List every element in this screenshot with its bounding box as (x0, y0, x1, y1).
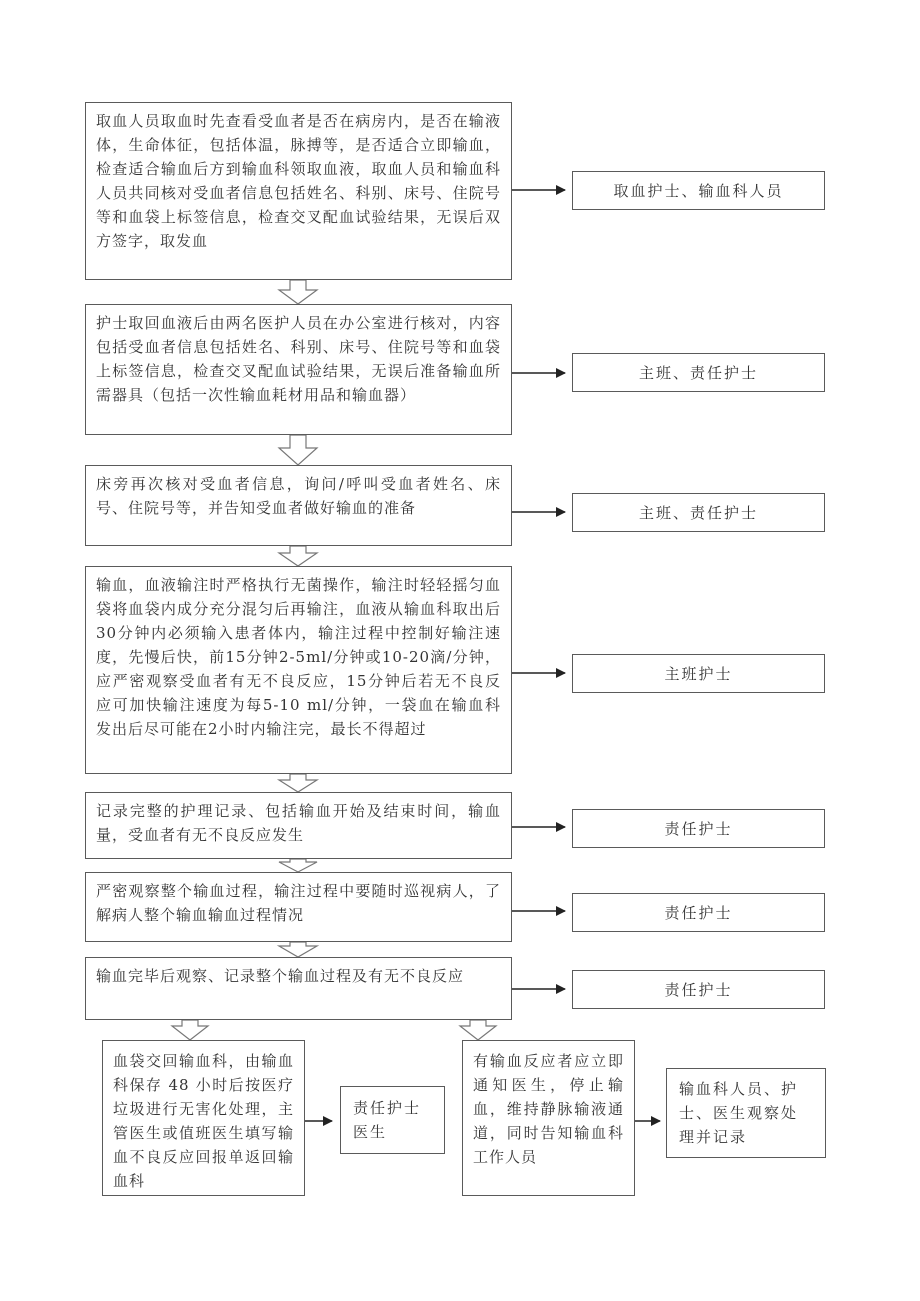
step-6-role: 责任护士 (572, 893, 825, 932)
step-3-role: 主班、责任护士 (572, 493, 825, 532)
step-6-box: 严密观察整个输血过程，输注过程中要随时巡视病人，了解病人整个输血输血过程情况 (85, 872, 512, 942)
block-arrow-right (460, 1020, 496, 1040)
block-arrow-4 (279, 774, 317, 792)
branch-return-box: 血袋交回输血科，由输血科保存 48 小时后按医疗垃圾进行无害化处理，主管医生或值班医生填写输血不良反应回报单返回输血科 (102, 1040, 305, 1196)
block-arrow-3 (279, 546, 317, 566)
block-arrow-left (172, 1020, 208, 1040)
step-3-box: 床旁再次核对受血者信息，询问/呼叫受血者姓名、床号、住院号等，并告知受血者做好输血的准备 (85, 465, 512, 546)
branch-return-role: 责任护士 医生 (340, 1086, 445, 1154)
step-2-box: 护士取回血液后由两名医护人员在办公室进行核对，内容包括受血者信息包括姓名、科别、床号、住院号等和血袋上标签信息，检查交叉配血试验结果，无误后准备输血所需器具（包括一次性输血耗材用品和输血器） (85, 304, 512, 435)
step-4-box: 输血，血液输注时严格执行无菌操作，输注时轻轻摇匀血袋将血袋内成分充分混匀后再输注，血液从输血科取出后30分钟内必须输入患者体内，输注过程中控制好输注速度，先慢后快，前15分钟2-5ml/分钟或10-20滴/分钟，应严密观察受血者有无不良反应，15分钟后若无不良反应可加快输注速度为每5-10 ml/分钟，一袋血在输血科发出后尽可能在2小时内输注完，最长不得超过 (85, 566, 512, 774)
step-1-role: 取血护士、输血科人员 (572, 171, 825, 210)
step-2-role: 主班、责任护士 (572, 353, 825, 392)
step-5-role: 责任护士 (572, 809, 825, 848)
step-1-box: 取血人员取血时先查看受血者是否在病房内，是否在输液体，生命体征，包括体温，脉搏等，是否适合立即输血，检查适合输血后方到输血科领取血液，取血人员和输血科人员共同核对受血者信息包括姓名、科别、床号、住院号等和血袋上标签信息，检查交叉配血试验结果，无误后双方签字，取发血 (85, 102, 512, 280)
branch-reaction-role: 输血科人员、护士、医生观察处理并记录 (666, 1068, 826, 1158)
step-7-role: 责任护士 (572, 970, 825, 1009)
block-arrow-2 (279, 435, 317, 465)
block-arrow-5 (279, 859, 317, 872)
step-4-role: 主班护士 (572, 654, 825, 693)
branch-reaction-box: 有输血反应者应立即通知医生，停止输血，维持静脉输液通道，同时告知输血科工作人员 (462, 1040, 635, 1196)
step-5-box: 记录完整的护理记录、包括输血开始及结束时间，输血量，受血者有无不良反应发生 (85, 792, 512, 859)
block-arrow-1 (279, 280, 317, 304)
block-arrow-6 (279, 942, 317, 957)
step-7-box: 输血完毕后观察、记录整个输血过程及有无不良反应 (85, 957, 512, 1020)
